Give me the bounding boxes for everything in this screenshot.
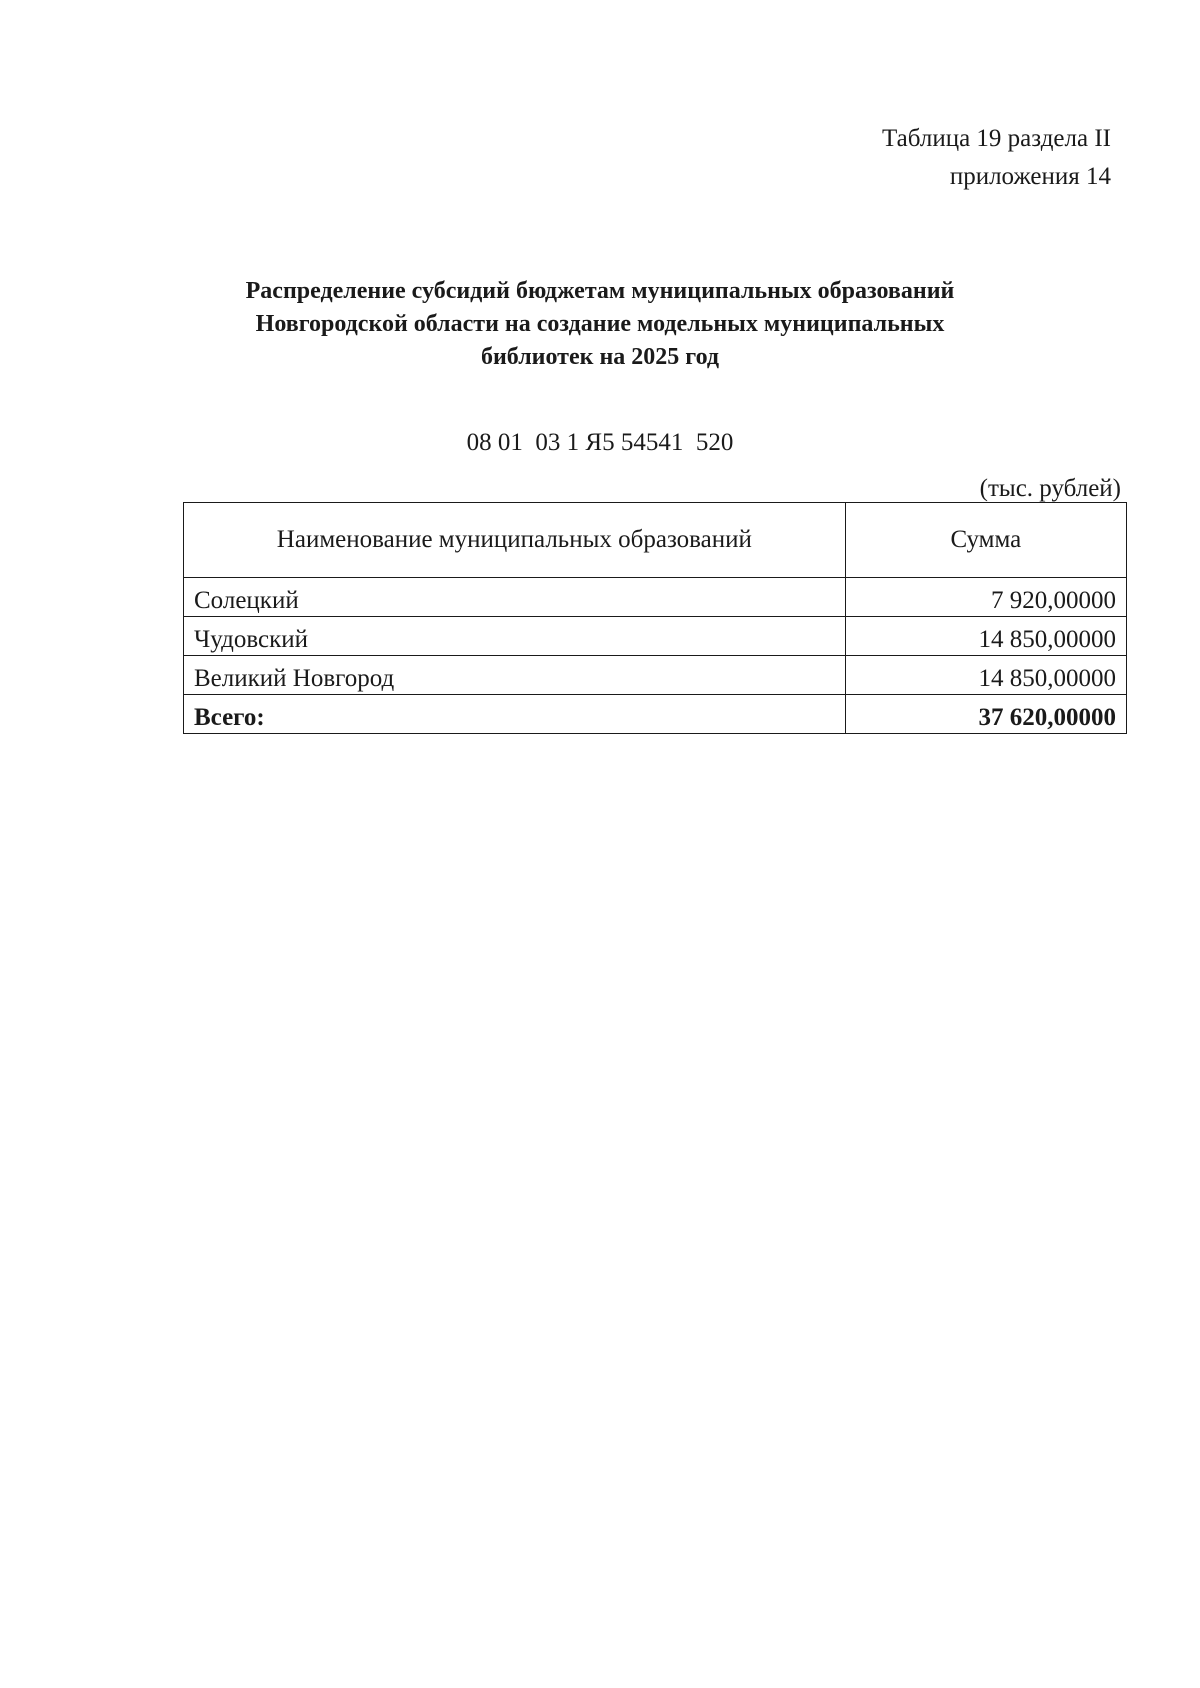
title-line-1: Распределение субсидий бюджетам муниципальных образований — [245, 278, 955, 304]
municipality-name: Чудовский — [184, 617, 846, 656]
table-row — [184, 578, 1127, 617]
table-total-row — [184, 695, 1127, 734]
subsidy-amount: 7 920,00000 — [845, 578, 1126, 617]
title-line-3: библиотек на 2025 год — [480, 344, 720, 370]
municipality-name: Великий Новгород — [184, 656, 846, 695]
table-reference-line: Таблица 19 раздела II — [882, 125, 1111, 152]
total-label: Всего: — [184, 695, 846, 734]
document-title — [150, 275, 1050, 374]
subsidy-table — [183, 502, 1127, 734]
column-header-name: Наименование муниципальных образований — [184, 503, 846, 578]
units-label: (тыс. рублей) — [979, 475, 1121, 502]
budget-classification-code: 08 01 03 1 Я5 54541 520 — [466, 429, 734, 456]
total-amount: 37 620,00000 — [845, 695, 1126, 734]
appendix-reference-line: приложения 14 — [949, 163, 1111, 190]
title-line-2: Новгородской области на создание модельных муниципальных — [255, 311, 945, 337]
subsidy-amount: 14 850,00000 — [845, 656, 1126, 695]
table-header-row — [184, 503, 1127, 578]
subsidy-amount: 14 850,00000 — [845, 617, 1126, 656]
table-row — [184, 656, 1127, 695]
municipality-name: Солецкий — [184, 578, 846, 617]
column-header-sum: Сумма — [845, 503, 1126, 578]
table-row — [184, 617, 1127, 656]
